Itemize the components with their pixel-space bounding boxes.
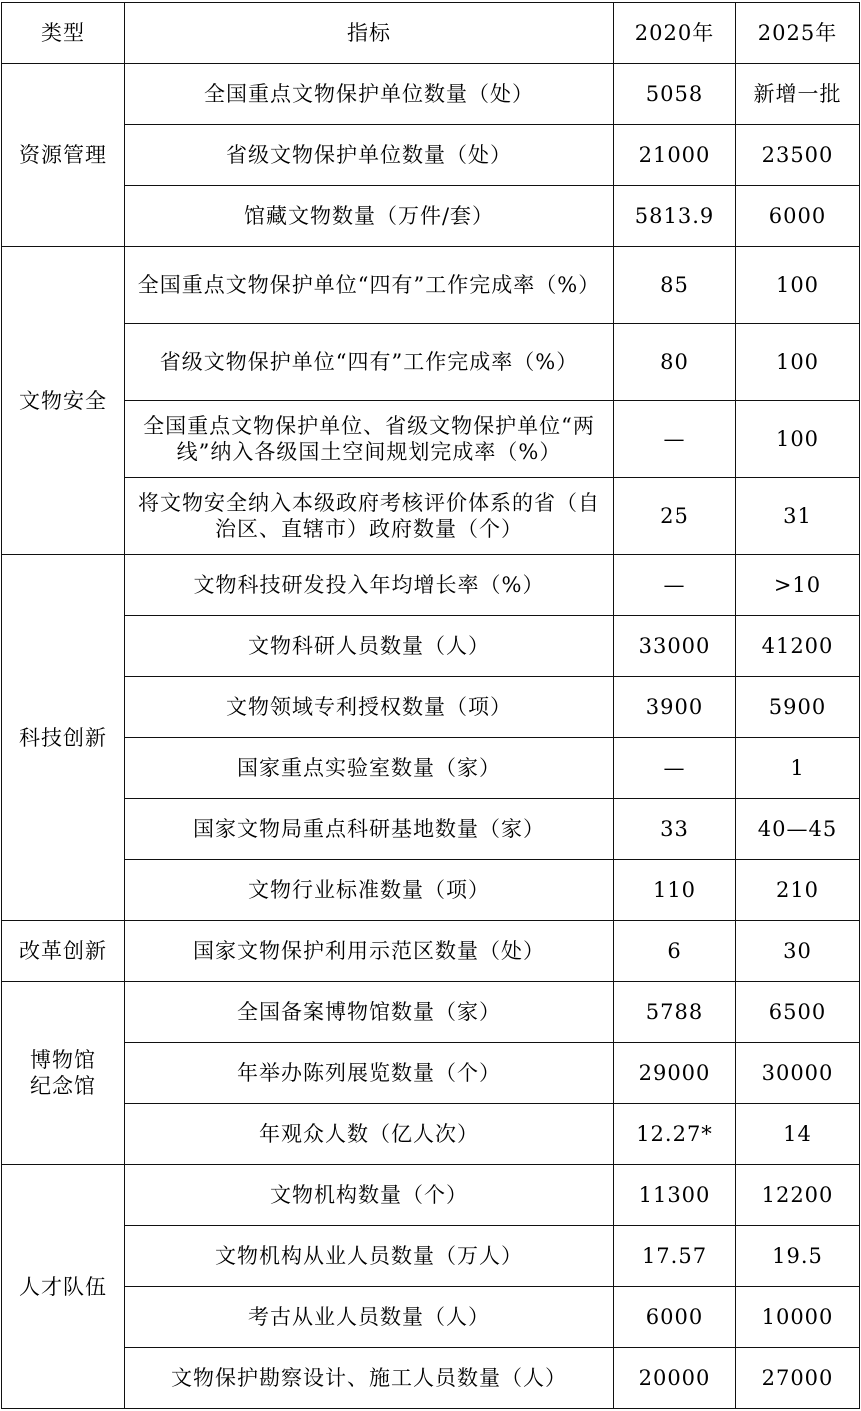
- metric-cell: 文物机构从业人员数量（万人）: [125, 1226, 614, 1287]
- value-2025: 新增一批: [736, 64, 860, 125]
- metric-cell: 省级文物保护单位“四有”工作完成率（%）: [125, 324, 614, 401]
- value-2025: >10: [736, 555, 860, 616]
- type-cell-resource: 资源管理: [2, 64, 125, 247]
- value-2020: 5813.9: [614, 186, 736, 247]
- value-2020: —: [614, 401, 736, 478]
- value-2025: 40—45: [736, 799, 860, 860]
- metric-cell: 全国重点文物保护单位、省级文物保护单位“两线”纳入各级国土空间规划完成率（%）: [125, 401, 614, 478]
- metric-cell: 国家重点实验室数量（家）: [125, 738, 614, 799]
- table-row: [2, 799, 860, 860]
- header-2025: 2025年: [736, 3, 860, 64]
- table-row: [2, 860, 860, 921]
- value-2020: —: [614, 555, 736, 616]
- table-row: [2, 125, 860, 186]
- header-metric: 指标: [125, 3, 614, 64]
- table-row: [2, 1104, 860, 1165]
- metric-cell: 馆藏文物数量（万件/套）: [125, 186, 614, 247]
- value-2020: 110: [614, 860, 736, 921]
- value-2025: 41200: [736, 616, 860, 677]
- value-2025: 5900: [736, 677, 860, 738]
- value-2025: 6000: [736, 186, 860, 247]
- metric-cell: 全国重点文物保护单位“四有”工作完成率（%）: [125, 247, 614, 324]
- table-row: [2, 1043, 860, 1104]
- value-2020: 20000: [614, 1348, 736, 1409]
- metric-cell: 将文物安全纳入本级政府考核评价体系的省（自治区、直辖市）政府数量（个）: [125, 478, 614, 555]
- type-line: 纪念馆: [30, 1074, 96, 1098]
- metric-cell: 年举办陈列展览数量（个）: [125, 1043, 614, 1104]
- type-cell-reform: 改革创新: [2, 921, 125, 982]
- metric-cell: 考古从业人员数量（人）: [125, 1287, 614, 1348]
- table-header-row: [2, 3, 860, 64]
- indicator-table: [1, 2, 860, 1409]
- metric-cell: 文物机构数量（个）: [125, 1165, 614, 1226]
- type-cell-safety: 文物安全: [2, 247, 125, 555]
- metric-cell: 国家文物局重点科研基地数量（家）: [125, 799, 614, 860]
- value-2025: 210: [736, 860, 860, 921]
- value-2020: 11300: [614, 1165, 736, 1226]
- value-2020: 5788: [614, 982, 736, 1043]
- type-cell-museum: [2, 982, 125, 1165]
- table-row: [2, 982, 860, 1043]
- value-2025: 14: [736, 1104, 860, 1165]
- table-row: [2, 921, 860, 982]
- value-2020: 85: [614, 247, 736, 324]
- table-row: [2, 1226, 860, 1287]
- table-row: [2, 738, 860, 799]
- metric-cell: 文物科研人员数量（人）: [125, 616, 614, 677]
- value-2025: 19.5: [736, 1226, 860, 1287]
- metric-cell: 文物行业标准数量（项）: [125, 860, 614, 921]
- table-row: [2, 324, 860, 401]
- table-row: [2, 247, 860, 324]
- value-2025: 100: [736, 247, 860, 324]
- value-2020: 12.27*: [614, 1104, 736, 1165]
- table-row: [2, 1287, 860, 1348]
- value-2020: 25: [614, 478, 736, 555]
- table-row: [2, 616, 860, 677]
- value-2020: 33: [614, 799, 736, 860]
- value-2025: 23500: [736, 125, 860, 186]
- value-2020: —: [614, 738, 736, 799]
- value-2020: 6: [614, 921, 736, 982]
- table-row: [2, 401, 860, 478]
- table-row: [2, 677, 860, 738]
- metric-cell: 文物领域专利授权数量（项）: [125, 677, 614, 738]
- value-2020: 17.57: [614, 1226, 736, 1287]
- value-2020: 5058: [614, 64, 736, 125]
- value-2025: 6500: [736, 982, 860, 1043]
- metric-cell: 国家文物保护利用示范区数量（处）: [125, 921, 614, 982]
- value-2025: 12200: [736, 1165, 860, 1226]
- value-2025: 30: [736, 921, 860, 982]
- value-2020: 6000: [614, 1287, 736, 1348]
- table-row: [2, 555, 860, 616]
- value-2020: 29000: [614, 1043, 736, 1104]
- table-row: [2, 64, 860, 125]
- metric-cell: 省级文物保护单位数量（处）: [125, 125, 614, 186]
- header-type: 类型: [2, 3, 125, 64]
- type-cell-talent: 人才队伍: [2, 1165, 125, 1409]
- type-cell-technology: 科技创新: [2, 555, 125, 921]
- header-2020: 2020年: [614, 3, 736, 64]
- value-2020: 3900: [614, 677, 736, 738]
- value-2025: 100: [736, 324, 860, 401]
- table-row: [2, 478, 860, 555]
- value-2025: 10000: [736, 1287, 860, 1348]
- value-2025: 30000: [736, 1043, 860, 1104]
- table-row: [2, 186, 860, 247]
- value-2020: 21000: [614, 125, 736, 186]
- metric-cell: 文物保护勘察设计、施工人员数量（人）: [125, 1348, 614, 1409]
- table-row: [2, 1348, 860, 1409]
- value-2020: 33000: [614, 616, 736, 677]
- metric-cell: 文物科技研发投入年均增长率（%）: [125, 555, 614, 616]
- value-2025: 31: [736, 478, 860, 555]
- type-line: 博物馆: [30, 1048, 96, 1072]
- table-row: [2, 1165, 860, 1226]
- metric-cell: 全国备案博物馆数量（家）: [125, 982, 614, 1043]
- value-2025: 1: [736, 738, 860, 799]
- metric-cell: 全国重点文物保护单位数量（处）: [125, 64, 614, 125]
- metric-cell: 年观众人数（亿人次）: [125, 1104, 614, 1165]
- value-2025: 27000: [736, 1348, 860, 1409]
- value-2025: 100: [736, 401, 860, 478]
- value-2020: 80: [614, 324, 736, 401]
